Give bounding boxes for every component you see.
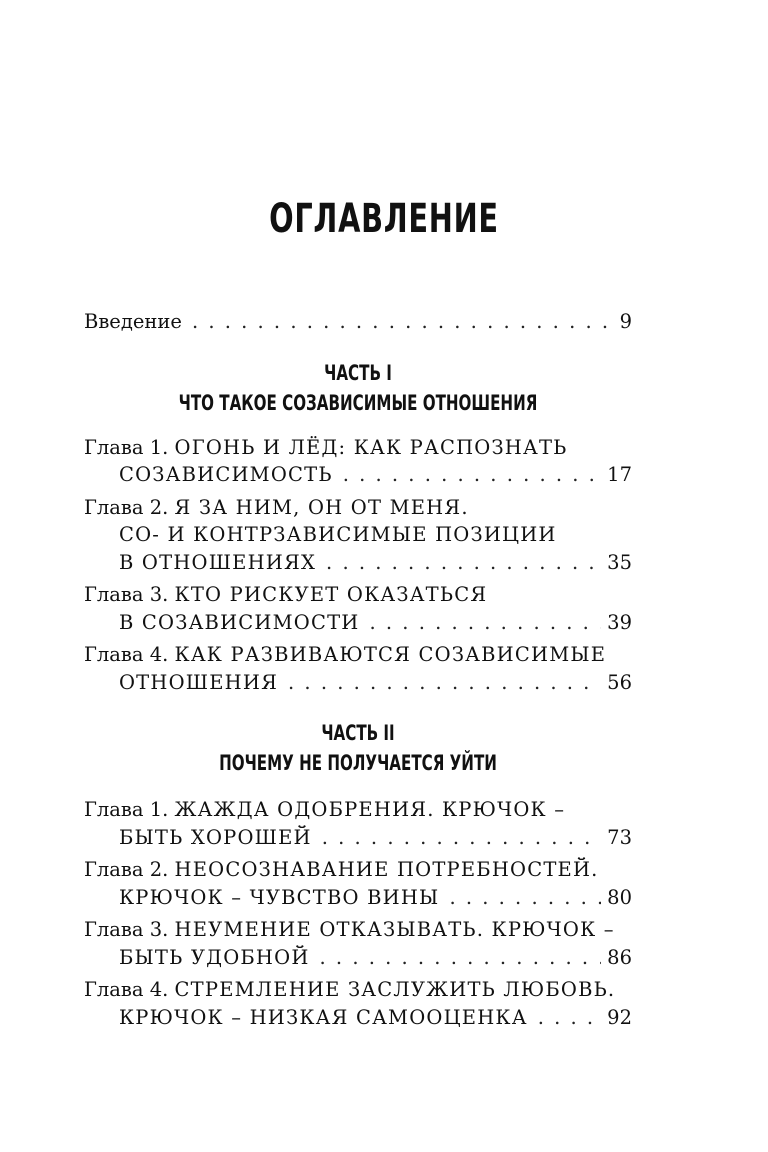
toc-line	[84, 856, 632, 884]
part-number: ЧАСТЬ I	[324, 360, 392, 385]
dot-leader	[326, 549, 601, 577]
toc-line	[84, 434, 632, 462]
part-2-heading	[161, 718, 556, 778]
dot-leader	[343, 461, 601, 489]
chapter-title-line: В СОЗАВИСИМОСТИ	[119, 610, 360, 634]
page-number: 39	[607, 610, 632, 634]
toc-entry-chapter[interactable]	[84, 916, 632, 971]
toc-line	[84, 581, 632, 609]
chapter-title-line: КРЮЧОК – НИЗКАЯ САМООЦЕНКА	[119, 1005, 528, 1029]
page-number: 92	[607, 1005, 632, 1029]
part-title: ЧТО ТАКОЕ СОЗАВИСИМЫЕ ОТНОШЕНИЯ	[178, 390, 538, 415]
chapter-prefix: Глава 4.	[84, 643, 169, 666]
dot-leader	[370, 609, 602, 637]
page-number: 56	[607, 670, 632, 694]
chapter-title-line: В ОТНОШЕНИЯХ	[119, 550, 317, 574]
page-number: 73	[607, 825, 632, 849]
chapter-title-line: ОГОНЬ И ЛЁД: КАК РАСПОЗНАТЬ	[174, 435, 568, 459]
entry-label: Введение	[84, 310, 182, 333]
dot-leader	[288, 669, 601, 697]
toc-list	[84, 308, 632, 1031]
toc-line	[84, 884, 632, 912]
toc-line	[84, 976, 632, 1004]
chapter-title-line: ОТНОШЕНИЯ	[119, 670, 279, 694]
toc-entry-chapter[interactable]	[84, 641, 632, 696]
toc-line	[84, 494, 632, 522]
chapter-title-line: КРЮЧОК – ЧУВСТВО ВИНЫ	[119, 885, 440, 909]
toc-line	[84, 521, 632, 549]
chapter-prefix: Глава 4.	[84, 978, 169, 1001]
toc-line	[84, 609, 632, 637]
chapter-title-line: КАК РАЗВИВАЮТСЯ СОЗАВИСИМЫЕ	[174, 643, 607, 666]
toc-line	[84, 824, 632, 852]
page-number: 9	[619, 310, 632, 333]
toc-entry-chapter[interactable]	[84, 856, 632, 911]
toc-line	[84, 669, 632, 697]
chapter-title-line: СО- И КОНТРЗАВИСИМЫЕ ПОЗИЦИИ	[119, 523, 557, 546]
toc-entry-chapter[interactable]	[84, 434, 632, 489]
chapter-prefix: Глава 1.	[84, 435, 169, 459]
chapter-title-line: СОЗАВИСИМОСТЬ	[119, 463, 333, 486]
toc-line	[84, 916, 632, 944]
chapter-title-line: ЖАЖДА ОДОБРЕНИЯ. КРЮЧОК –	[174, 798, 566, 821]
toc-line	[84, 641, 632, 669]
chapter-title-line: СТРЕМЛЕНИЕ ЗАСЛУЖИТЬ ЛЮБОВЬ.	[174, 978, 616, 1001]
chapter-title-line: НЕОСОЗНАВАНИЕ ПОТРЕБНОСТЕЙ.	[174, 858, 599, 881]
part-title: ПОЧЕМУ НЕ ПОЛУЧАЕТСЯ УЙТИ	[219, 751, 497, 775]
toc-line	[84, 461, 632, 489]
chapter-title-line: БЫТЬ ХОРОШЕЙ	[119, 825, 312, 849]
dot-leader	[322, 824, 601, 852]
page-number: 17	[607, 463, 632, 486]
dot-leader	[538, 1004, 601, 1032]
chapter-prefix: Глава 2.	[84, 495, 169, 519]
toc-entry-chapter[interactable]	[84, 581, 632, 636]
chapter-prefix: Глава 1.	[84, 798, 169, 821]
toc-entry-intro[interactable]	[84, 308, 632, 336]
page-number: 35	[607, 550, 632, 574]
toc-entry-chapter[interactable]	[84, 976, 632, 1031]
chapter-prefix: Глава 3.	[84, 583, 169, 606]
toc-line	[84, 944, 632, 972]
chapter-prefix: Глава 2.	[84, 858, 169, 881]
chapter-title-line: НЕУМЕНИЕ ОТКАЗЫВАТЬ. КРЮЧОК –	[174, 918, 615, 941]
chapter-title-line: Я ЗА НИМ, ОН ОТ МЕНЯ.	[174, 495, 469, 519]
page-number: 86	[607, 945, 632, 969]
toc-line	[84, 549, 632, 577]
part-number: ЧАСТЬ II	[321, 721, 395, 745]
chapter-prefix: Глава 3.	[84, 918, 169, 941]
toc-line	[84, 1004, 632, 1032]
dot-leader	[449, 884, 601, 912]
chapter-title-line: БЫТЬ УДОБНОЙ	[119, 945, 310, 969]
chapter-title-line: КТО РИСКУЕТ ОКАЗАТЬСЯ	[174, 583, 488, 606]
toc-entry-chapter[interactable]	[84, 796, 632, 851]
part-1-heading	[161, 358, 556, 418]
toc-line	[84, 308, 632, 336]
toc-line	[84, 796, 632, 824]
toc-entry-chapter[interactable]	[84, 494, 632, 577]
dot-leader	[192, 308, 614, 336]
page-title: ОГЛАВЛЕНИЕ	[269, 196, 499, 242]
dot-leader	[320, 944, 602, 972]
page-number: 80	[607, 885, 632, 909]
